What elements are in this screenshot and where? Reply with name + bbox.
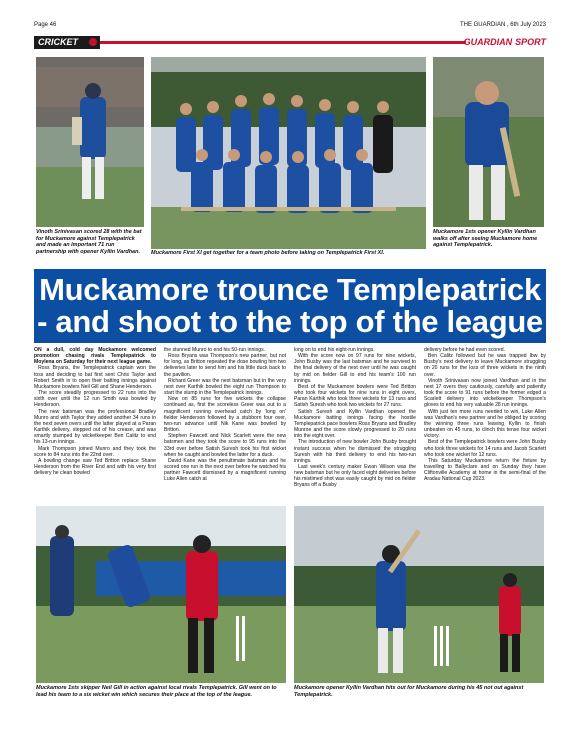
article-paragraph: Mark Thompson joined Munro and they took the score to 84 runs into the 22nd over.	[34, 445, 156, 458]
caption-left-top: Vinoth Srinivasan scored 28 with the bat for Muckamore against Templepatrick and made an important 71 run partnership with opener Kyllin Vardhan.	[36, 229, 142, 255]
section-bar	[34, 36, 546, 49]
headline	[34, 269, 546, 343]
article-paragraph: the stunned Munro to end his 50-run innings.	[164, 347, 266, 353]
caption-center-top: Muckamore First XI get together for a team photo before taking on Templepatrick First XI.	[151, 250, 385, 256]
article-paragraph: Satish Suresh and Kyllin Vardhan opened the Muckamore batting innings facing the hostile Templepatrick pace bowlers Ross Bryans and Bradley Munroe and the score slowly progressed to 20 runs into the eight over.	[294, 408, 416, 440]
article-paragraph: Vinoth Srinivasan now joined Vardhan and in the next 17 overs they cautiously, carefully and patiently took the score to 91 runs before the former edged a Scarlett delivery into wicketkeeper Thompson's gloves to end his very valuable 28 run innings.	[424, 377, 546, 409]
caption-right-top: Muckamore 1sts opener Kyllin Vardhan walks off after seeing Muckamore home against Templepatrick.	[433, 229, 538, 249]
section-label: CRICKET	[34, 36, 100, 49]
cricket-ball-icon	[89, 38, 97, 46]
caption-bottom-right: Muckamore opener Kyllin Vardhan hits out for Muckamore during his 45 not out against Templepatrick.	[294, 685, 524, 698]
photo-batsman-walking-off	[433, 57, 544, 227]
article-column-4	[424, 347, 546, 490]
article-paragraph: Last week's century maker Ewan Wilson was the new batsman but he only faced eight deliveries before his mistimed shot was easily caught by mid on fielder Bryans off a Busby	[294, 463, 416, 489]
article-paragraph: With just ten more runs needed to win, Luke Allen was Vardhan's new partner and he obliged by scoring the winning three runs leaving Kyllin to finish unbeaten on 45 runs, to clinch this tense four wicket victory.	[424, 408, 546, 440]
photo-team	[151, 57, 426, 249]
page-header	[34, 22, 546, 32]
article-paragraph: delivery before he had even scored.	[424, 347, 505, 353]
article-paragraph: The introduction of new bowler John Busby brought instant success when he dismissed the struggling Suresh with his third delivery to end his two-run innings.	[294, 439, 416, 464]
headline-line-1: Muckamore trounce Templepatrick	[39, 272, 541, 307]
photo-batsman-hitting	[294, 506, 544, 683]
article-paragraph: Best of the Templepatrick bowlers were John Busby who took three wickets for 14 runs and Jacob Scarlett who took one wicket for 12 runs.	[424, 439, 546, 458]
article-column-2	[164, 347, 286, 490]
article-paragraph: Richard Greer was the next batsman but in the very next over Karthik bowled the eight run Thompson to start the slump in the Templepatrick innings.	[164, 377, 286, 397]
article-paragraph: ON a dull, cold day Muckamore welcomed promotion chasing rivals Templepatrick to Moylena on Saturday for their next league game.	[34, 347, 156, 366]
guardian-sport-logo: GUARDIAN SPORT	[463, 37, 546, 47]
article-paragraph: Ben Calitz followed but he was trapped lbw by Busby's next delivery to leave Muckamore struggling on 20 runs for the loss of three wickets in the ninth over.	[424, 353, 546, 378]
paper-date: THE GUARDIAN , 6th July 2023	[459, 22, 546, 28]
article-paragraph: With the score now on 97 runs for nine wickets, John Busby was the last batsman and he survived to the final delivery of the next over until he was caught by mid on fielder Gill to end his team's 100 run innings.	[294, 353, 416, 384]
section-rule	[100, 41, 466, 44]
article-paragraph: David Kane was the penultimate batsman and he scored one run in the next over before he watched his partner Fawcett dismissed by a magnificent running Luke Allen catch at	[164, 457, 286, 483]
article-column-1	[34, 347, 156, 490]
article-paragraph: Best of the Muckamore bowlers were Ted Britton who took four wickets for nine runs in eight overs, Paran Karthik who took three wickets for 13 runs and Satish Suresh who took two wickets for 27 runs.	[294, 383, 416, 409]
article-paragraph: Now on 85 runs for five wickets the collapse continued as, first the scoreless Greer was out to a magnificent running overhead catch by 'long on' fielder Henderson followed by a stubborn four over, two-run advance until Nik Kane was bowled by Britton.	[164, 396, 286, 434]
article-paragraph: The score steadily progressed to 22 runs into the sixth over until the 12 run Smith was bowled by Henderson.	[34, 390, 156, 409]
page-number: Page 46	[34, 22, 57, 28]
photo-bowler-in-action	[36, 506, 286, 683]
article-paragraph: A bowling change saw Ted Britton replace Shane Henderson from the River End and with his very first delivery he clean bowled	[34, 457, 156, 477]
photo-batsman-padding-up	[36, 57, 144, 227]
article-paragraph: Ross Bryans was Thompson's new partner, but not for long, as Britton repeated the dose bowling him two deliveries later to send him and his little duck back to the pavilion.	[164, 353, 286, 378]
caption-bottom-left: Muckamore 1sts skipper Neil Gill in action against local rivals Templepatrick. Gill went on to lead his team to a six wicket win which secures their place at the top of the league.	[36, 685, 277, 698]
article-paragraph: long on to end his eight-run innings.	[294, 347, 375, 353]
article-paragraph: Stephen Fawcett and Nick Scarlett were the new batsmen and they took the score to 95 runs into the 33rd over before Satish Suresh took his first wicket when he caught and bowled the latter for a duck.	[164, 433, 286, 458]
article-column-3	[294, 347, 416, 490]
article-paragraph: Ross Bryans, the Templepatrick captain won the toss and deciding to bat first sent Chris Taylor and Robert Smith in to open their batting innings against Muckamore bowlers Neil Gill and Shane Henderson.	[34, 365, 156, 390]
article-body	[34, 347, 546, 490]
headline-line-2: - and shoot to the top of the league	[37, 304, 543, 339]
article-paragraph: The new batsman was the professional Bradley Munro and with Taylor they added another 34 runs in the next seven overs until the latter played at a Paran Karthik delivery, stepped out of his crease, and was smartly stumped by wicketkeeper Ben Calitz to end his 13-run innings.	[34, 408, 156, 446]
article-paragraph: This Saturday Muckamore return the fixture by travelling to Ballyclare and on Sunday they have Cliftonville Academy at home in the semi-final of the Aradau National Cup 2023.	[424, 457, 546, 483]
